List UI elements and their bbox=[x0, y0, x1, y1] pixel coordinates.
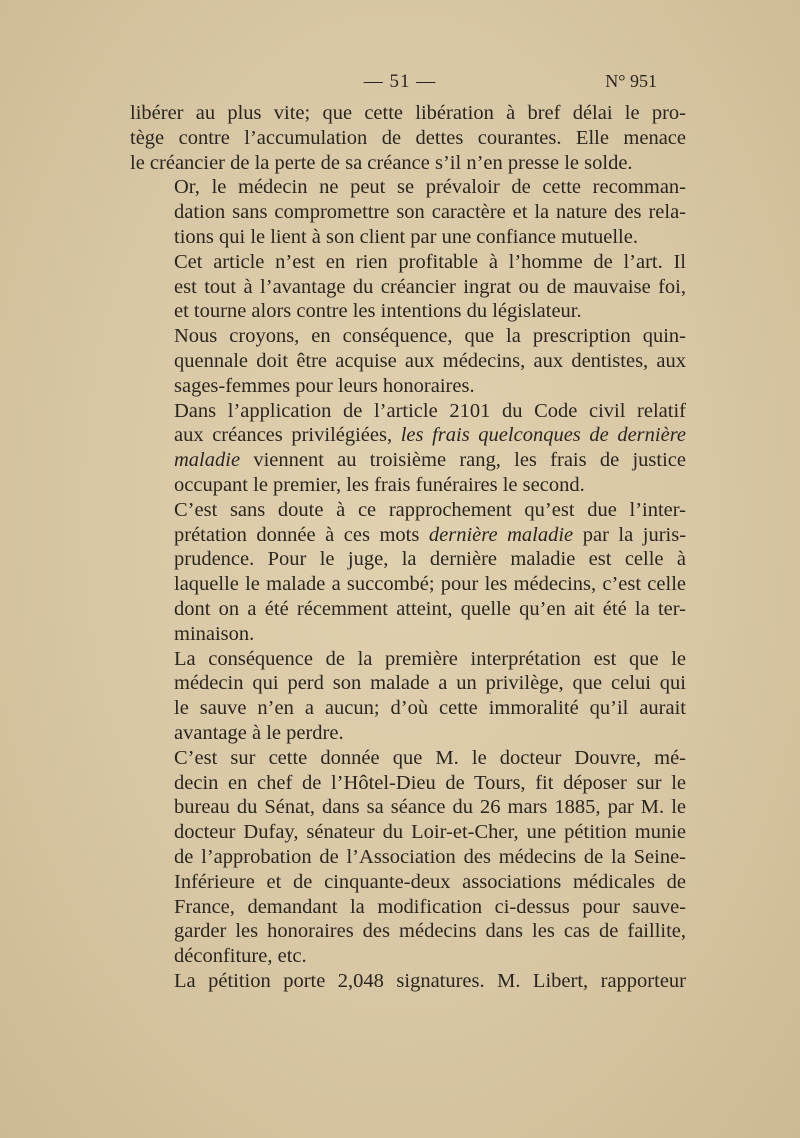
text-line: déconfiture, etc. bbox=[174, 945, 307, 968]
text-line: Inférieure et de cinquante-deux associations médicales de bbox=[174, 870, 686, 893]
text-line bbox=[130, 423, 686, 448]
text-line: decin en chef de l’Hôtel-Dieu de Tours, fit déposer sur le bbox=[174, 771, 686, 794]
paragraph bbox=[130, 969, 686, 994]
text-line: quennale doit être acquise aux médecins, aux dentistes, aux bbox=[174, 349, 686, 372]
italic-phrase: dernière maladie bbox=[428, 523, 574, 546]
paragraph bbox=[130, 647, 686, 746]
italic-phrase: les frais quelconques de dernière bbox=[400, 424, 687, 447]
paragraph bbox=[130, 101, 686, 175]
text-line: France, demandant la modification ci-dessus pour sauve- bbox=[174, 895, 686, 918]
text-line: Dans l’application de l’article 2101 du Code civil relatif bbox=[174, 399, 686, 422]
text-line: est tout à l’avantage du créancier ingrat ou de mauvaise foi, bbox=[174, 275, 686, 298]
text-fragment: prétation donnée à ces mots bbox=[174, 523, 420, 546]
text-line: C’est sans doute à ce rapprochement qu’est due l’inter- bbox=[174, 498, 686, 521]
text-line: médecin qui perd son malade a un privilège, que celui qui bbox=[174, 672, 686, 695]
text-line: sages-femmes pour leurs honoraires. bbox=[174, 374, 475, 397]
paragraph bbox=[130, 324, 686, 398]
body-text bbox=[130, 101, 686, 994]
text-line: Nous croyons, en conséquence, que la prescription quin- bbox=[174, 325, 686, 348]
text-line: et tourne alors contre les intentions du législateur. bbox=[174, 300, 582, 323]
text-line: C’est sur cette donnée que M. le docteur Douvre, mé- bbox=[174, 746, 686, 769]
text-line: La conséquence de la première interprétation est que le bbox=[174, 647, 686, 670]
text-line: Cet article n’est en rien profitable à l’homme de l’art. Il bbox=[174, 250, 686, 273]
paragraph bbox=[130, 498, 686, 647]
text-line: de l’approbation de l’Association des médecins de la Seine- bbox=[174, 845, 686, 868]
text-line bbox=[130, 523, 686, 548]
text-line: avantage à le perdre. bbox=[174, 721, 344, 744]
paragraph bbox=[130, 399, 686, 498]
text-line: prudence. Pour le juge, la dernière maladie est celle à bbox=[174, 548, 686, 571]
text-line: La pétition porte 2,048 signatures. M. Libert, rapporteur bbox=[174, 969, 686, 992]
text-line: le créancier de la perte de sa créance s’il n’en presse le solde. bbox=[130, 151, 633, 174]
text-line: laquelle le malade a succombé; pour les médecins, c’est celle bbox=[174, 573, 686, 596]
text-line: le sauve n’en a aucun; d’où cette immoralité qu’il aurait bbox=[174, 697, 686, 720]
document-number: N° 951 bbox=[605, 71, 657, 91]
text-fragment: viennent au troisième rang, les frais de justice bbox=[253, 449, 686, 472]
text-line bbox=[130, 448, 686, 473]
text-line: libérer au plus vite; que cette libération à bref délai le pro- bbox=[130, 102, 686, 124]
text-line: tège contre l’accumulation de dettes courantes. Elle menace bbox=[130, 126, 686, 149]
text-line: garder les honoraires des médecins dans les cas de faillite, bbox=[174, 920, 686, 943]
text-line: Or, le médecin ne peut se prévaloir de cette recomman- bbox=[174, 176, 686, 199]
text-line: bureau du Sénat, dans sa séance du 26 mars 1885, par M. le bbox=[174, 796, 686, 819]
text-line: tions qui le lient à son client par une confiance mutuelle. bbox=[174, 225, 638, 248]
text-line: dont on a été récemment atteint, quelle qu’en ait été la ter- bbox=[174, 597, 686, 620]
page-number: — 51 — bbox=[363, 71, 437, 92]
text-fragment: aux créances privilégiées, bbox=[174, 424, 393, 447]
text-line: minaison. bbox=[174, 622, 255, 645]
text-line: occupant le premier, les frais funéraires le second. bbox=[174, 473, 585, 496]
paragraph bbox=[130, 175, 686, 249]
paragraph bbox=[130, 250, 686, 324]
text-fragment: par la juris- bbox=[582, 523, 687, 546]
italic-phrase: maladie bbox=[174, 449, 241, 472]
paragraph bbox=[130, 746, 686, 969]
text-line: docteur Dufay, sénateur du Loir-et-Cher, une pétition munie bbox=[174, 821, 686, 844]
text-line: dation sans compromettre son caractère et la nature des rela- bbox=[174, 201, 686, 224]
